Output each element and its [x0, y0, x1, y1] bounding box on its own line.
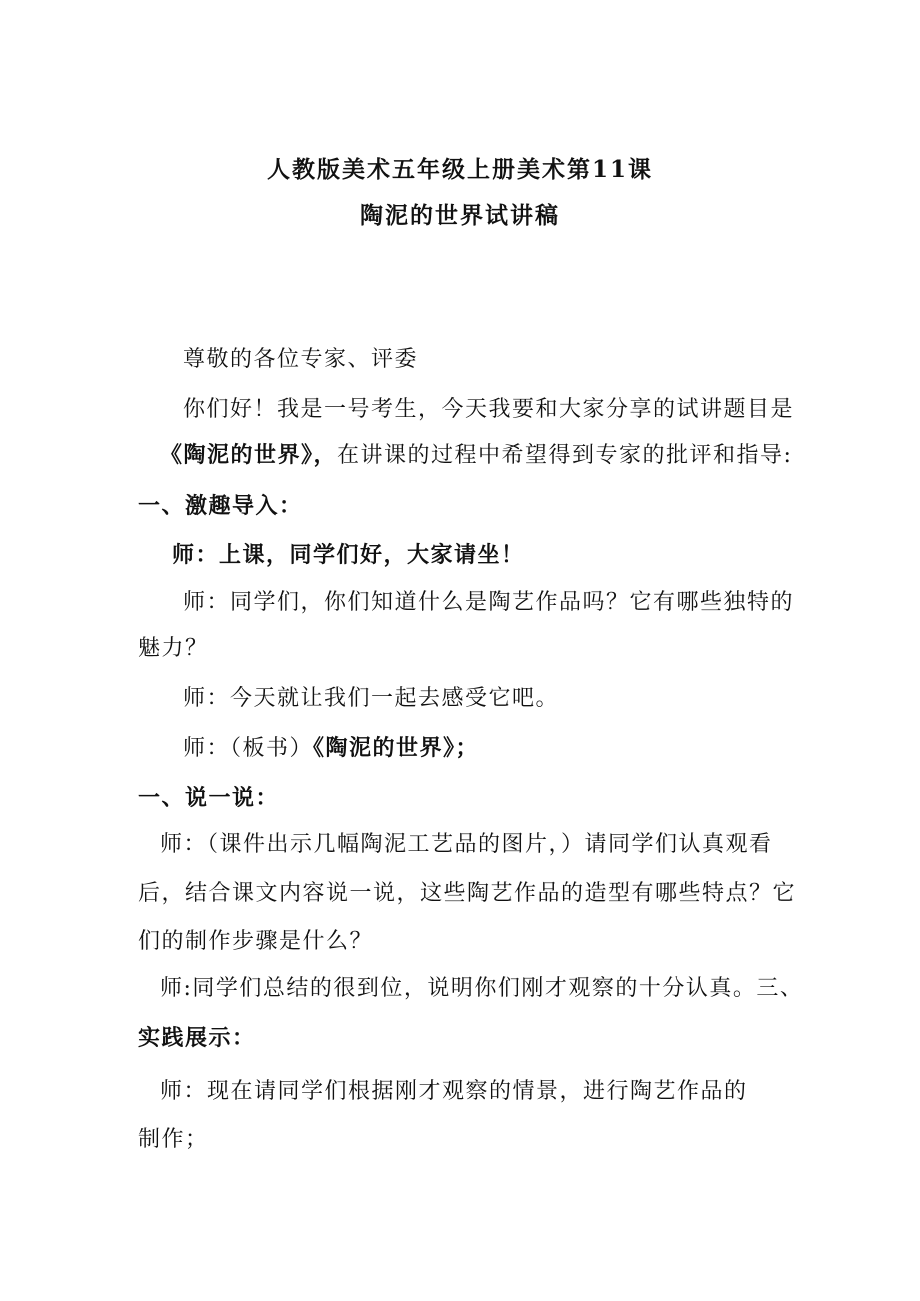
teacher-summary-line1: 师:同学们总结的很到位，说明你们刚才观察的十分认真。三、 [160, 976, 804, 1001]
teacher-greet: 师：上课，同学们好，大家请坐！ [172, 542, 525, 568]
lesson-title-inline: 《陶泥的世界》， [160, 442, 338, 468]
teacher-show-line2: 后，结合课文内容说一说，这些陶艺作品的造型有哪些特点？它 [138, 881, 797, 906]
teacher-show-line3: 们的制作步骤是什么？ [138, 929, 374, 954]
document-title-line2: 陶泥的世界试讲稿 [360, 202, 560, 229]
intro-line2 [160, 440, 792, 471]
teacher-practice-line1: 师：现在请同学们根据刚才观察的情景，进行陶艺作品的 [160, 1079, 748, 1104]
section1-heading: 一、激趣导入： [138, 493, 303, 519]
teacher-board-prefix: 师：（板书） [183, 736, 314, 761]
greeting: 尊敬的各位专家、评委 [183, 347, 419, 372]
teacher-q1-line1: 师：同学们，你们知道什么是陶艺作品吗？它有哪些独特的 [183, 590, 795, 615]
teacher-practice-line2: 制作； [138, 1127, 209, 1152]
intro-line2-rest: 在讲课的过程中希望得到专家的批评和指导: [337, 443, 793, 468]
section3-heading: 实践展示： [138, 1025, 256, 1051]
intro-line1: 你们好！我是一号考生，今天我要和大家分享的试讲题目是 [183, 397, 795, 422]
teacher-board-title: 《陶泥的世界》； [313, 735, 480, 761]
document-title-line1: 人教版美术五年级上册美术第11课 [266, 156, 653, 183]
teacher-show-line1: 师：（课件出示几幅陶泥工艺品的图片，）请同学们认真观看 [160, 832, 773, 857]
teacher-feel: 师：今天就让我们一起去感受它吧。 [183, 686, 560, 711]
teacher-board [183, 733, 479, 764]
teacher-q1-line2: 魅力？ [138, 636, 209, 661]
section2-heading: 一、说一说： [138, 785, 280, 811]
